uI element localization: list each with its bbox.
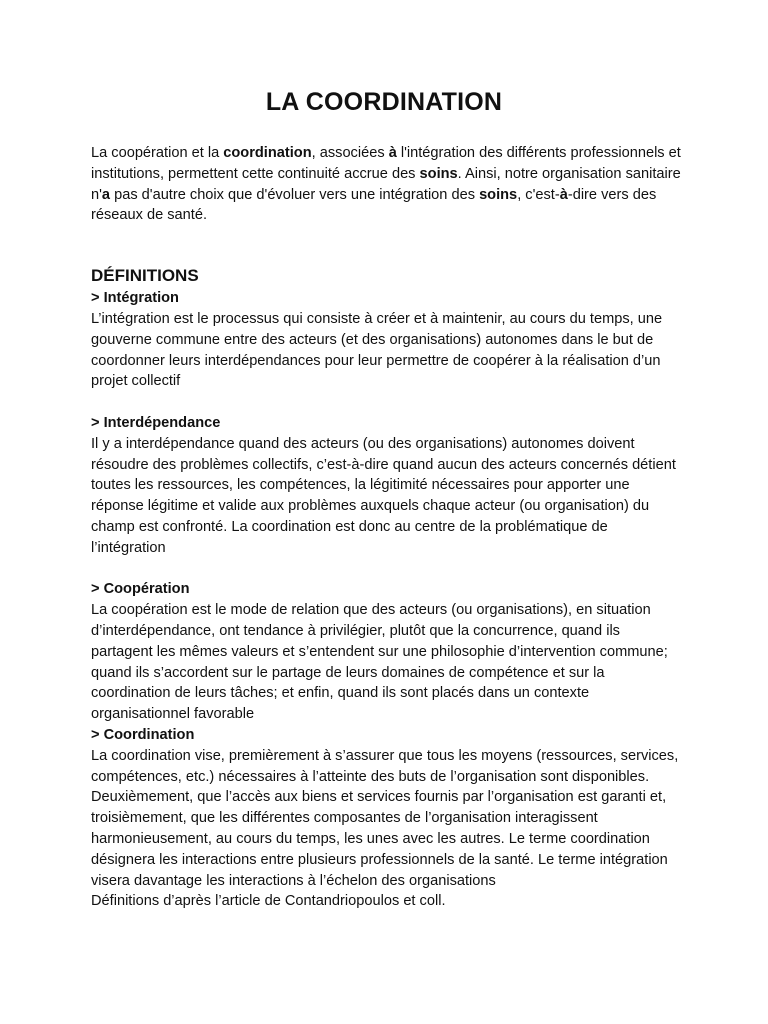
section-heading-integration: > Intégration: [91, 290, 179, 307]
intro-bold-run: soins: [419, 165, 458, 182]
intro-text-run: La coopération et la: [91, 145, 224, 161]
section-body-interdependance: Il y a interdépendance quand des acteurs (ou des organisations) autonomes doivent résoudre des problèmes collectifs, c’est-à-dire quand aucun des acteurs concernés détient toutes les ressources, les compétences, la légitimité nécessaires pour apporter une réponse légitime et valide aux problèmes auxquels chaque acteur (ou organisation) du champ est confronté. La coordination est donc au centre de la problématique de l’intégration: [91, 435, 676, 556]
intro-text-run: pas d'autre choix que d'évoluer vers une intégration des: [110, 186, 480, 203]
definitions-heading: DÉFINITIONS: [91, 266, 199, 286]
section-heading-cooperation: > Coopération: [91, 581, 190, 598]
intro-paragraph: [91, 143, 681, 226]
intro-text-run: , associées: [311, 145, 389, 161]
intro-text-run: l'intégration des différents professionnels et institutions, permettent cette continuité accrue des: [91, 145, 681, 182]
intro-text-run: , c'est-: [517, 186, 560, 203]
section-heading-interdependance: > Interdépendance: [91, 414, 221, 431]
document-body: [91, 143, 681, 912]
intro-bold-run: soins: [479, 186, 518, 203]
intro-bold-run: a: [101, 186, 111, 203]
page-title: LA COORDINATION: [265, 88, 503, 116]
intro-bold-run: coordination: [223, 145, 312, 161]
section-body-coordination: La coordination vise, premièrement à s’assurer que tous les moyens (ressources, services, compétences, etc.) nécessaires à l’atteinte des buts de l’organisation sont disponibles. Deuxièmement, que l’accès aux biens et services fournis par l’organisation est garanti et, troisièmement, que les différentes composantes de l’organisation interagissent harmonieusement, au cours du temps, les unes avec les autres. Le terme coordination désignera les interactions entre plusieurs professionnels de la santé. Le terme intégration visera davantage les interactions à l’échelon des organisations: [91, 747, 679, 889]
section-heading-coordination: > Coordination: [91, 726, 195, 743]
source-note: Définitions d’après l’article de Contandriopoulos et coll.: [91, 893, 446, 910]
intro-text-run: . Ainsi, notre organisation sanitaire n': [91, 165, 681, 203]
intro-bold-run: à: [559, 186, 568, 203]
intro-bold-run: à: [388, 145, 397, 161]
spacer: [91, 559, 681, 580]
section-body-cooperation: La coopération est le mode de relation que des acteurs (ou organisations), en situation d’interdépendance, ont tendance à privilégier, plutôt que la concurrence, quand ils partagent les mêmes valeurs et s’entendent sur une philosophie d’intervention commune; quand ils s’accordent sur le partage de leurs domaines de compétence et sur la coordination de leurs tâches; et enfin, quand ils sont placés dans un contexte organisationnel favorable: [91, 602, 668, 723]
section-body-integration: L’intégration est le processus qui consiste à créer et à maintenir, au cours du temps, une gouverne commune entre des acteurs (et des organisations) autonomes dans le but de coordonner leurs interdépendances pour leur permettre de coopérer à la réalisation d’un projet collectif: [91, 310, 663, 390]
spacer: [91, 392, 681, 413]
intro-text-run: -dire vers des réseaux de santé.: [91, 186, 657, 224]
